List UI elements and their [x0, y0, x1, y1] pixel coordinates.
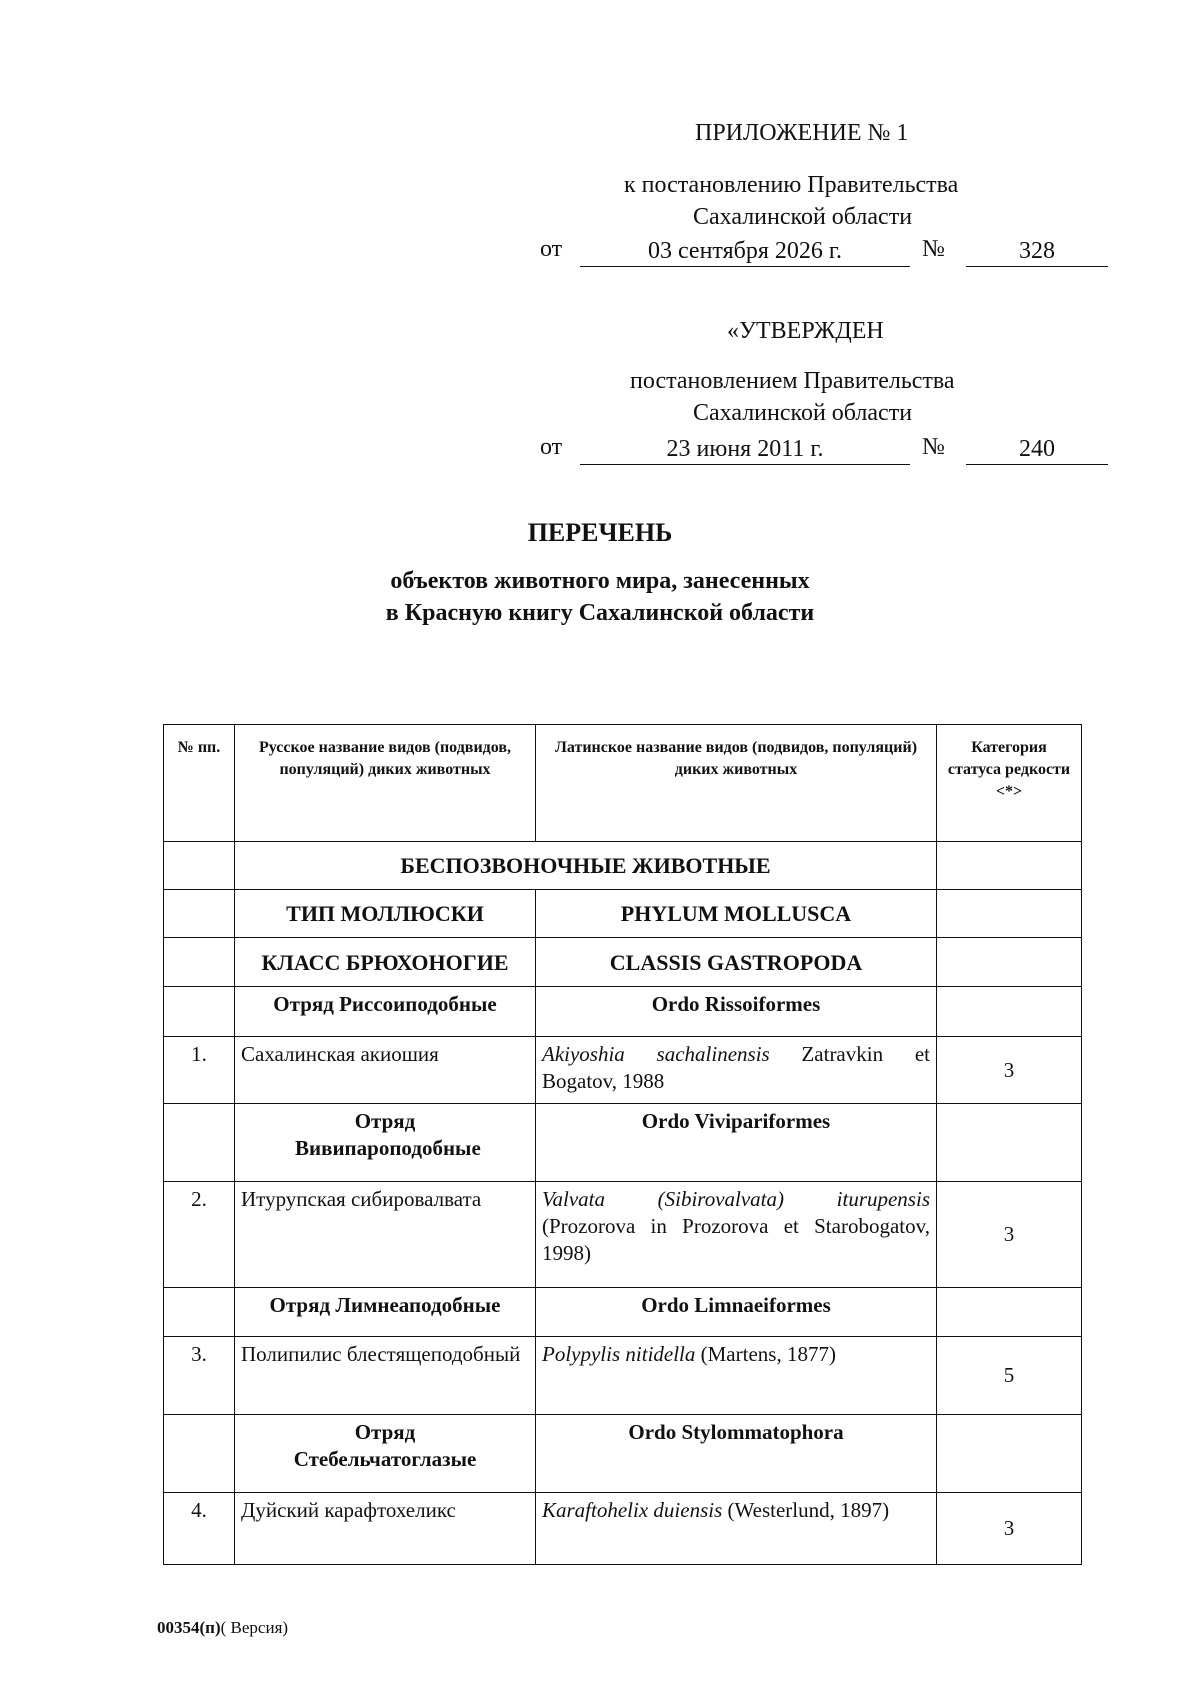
- species-latin-name: Valvata (Sibirovalvata) iturupensis (Prozorova in Prozorova et Starobogatov, 1998): [536, 1182, 937, 1288]
- appendix-decree-line: к постановлению Правительства: [624, 172, 959, 198]
- row-number: 3.: [164, 1337, 235, 1415]
- species-latin-name: Karaftohelix duiensis (Westerlund, 1897): [536, 1493, 937, 1565]
- document-version: ( Версия): [220, 1618, 289, 1637]
- group-heading: БЕСПОЗВОНОЧНЫЕ ЖИВОТНЫЕ: [235, 842, 937, 890]
- appendix-date: 03 сентября 2026 г.: [580, 236, 910, 267]
- approved-title: «УТВЕРЖДЕН: [727, 318, 884, 344]
- document-footer: [157, 1618, 288, 1638]
- appendix-region-line: Сахалинской области: [693, 204, 913, 230]
- order-russian: Отряд Лимнеаподобные: [235, 1288, 536, 1337]
- class-row: [164, 938, 1082, 987]
- order-latin: Ordo Stylommatophora: [536, 1415, 937, 1493]
- order-russian: Отряд Вивипароподобные: [235, 1104, 536, 1182]
- table-row: [164, 1493, 1082, 1565]
- column-header-latin-name: Латинское название видов (подвидов, популяций) диких животных: [536, 725, 937, 842]
- phylum-russian: ТИП МОЛЛЮСКИ: [235, 890, 536, 938]
- class-latin: CLASSIS GASTROPODA: [536, 938, 937, 987]
- table-row: [164, 1182, 1082, 1288]
- species-russian-name: Полипилис блестящеподобный: [235, 1337, 536, 1415]
- row-number: 1.: [164, 1037, 235, 1104]
- species-latin-name: Akiyoshia sachalinensis Zatravkin et Bogatov, 1988: [536, 1037, 937, 1104]
- species-table: [163, 724, 1082, 1565]
- approved-number-label: №: [922, 434, 945, 460]
- species-russian-name: Сахалинская акиошия: [235, 1037, 536, 1104]
- document-subtitle-line2: в Красную книгу Сахалинской области: [385, 600, 815, 626]
- phylum-latin: PHYLUM MOLLUSCA: [536, 890, 937, 938]
- table-header-row: [164, 725, 1082, 842]
- rarity-category: 3: [937, 1493, 1082, 1565]
- rarity-category: 3: [937, 1182, 1082, 1288]
- order-russian: Отряд Риссоиподобные: [235, 987, 536, 1037]
- rarity-category: 3: [937, 1037, 1082, 1104]
- appendix-title: ПРИЛОЖЕНИЕ № 1: [695, 120, 909, 146]
- rarity-category: 5: [937, 1337, 1082, 1415]
- document-subtitle-line1: объектов животного мира, занесенных: [390, 568, 810, 594]
- species-latin-name: Polypylis nitidella (Martens, 1877): [536, 1337, 937, 1415]
- appendix-number: 328: [966, 236, 1108, 267]
- class-russian: КЛАСС БРЮХОНОГИЕ: [235, 938, 536, 987]
- order-row: [164, 1415, 1082, 1493]
- approved-date: 23 июня 2011 г.: [580, 434, 910, 465]
- order-row: [164, 987, 1082, 1037]
- approved-region-line: Сахалинской области: [693, 400, 913, 426]
- approved-from-label: от: [540, 434, 563, 460]
- approved-decree-line: постановлением Правительства: [630, 368, 955, 394]
- phylum-row: [164, 890, 1082, 938]
- column-header-rarity-category: Категория статуса редкости <*>: [937, 725, 1082, 842]
- order-latin: Ordo Limnaeiformes: [536, 1288, 937, 1337]
- column-header-russian-name: Русское название видов (подвидов, популяций) диких животных: [235, 725, 536, 842]
- document-title: ПЕРЕЧЕНЬ: [527, 518, 673, 547]
- row-number: 2.: [164, 1182, 235, 1288]
- table-row: [164, 1337, 1082, 1415]
- order-row: [164, 1288, 1082, 1337]
- species-russian-name: Итурупская сибировалвата: [235, 1182, 536, 1288]
- species-russian-name: Дуйский карафтохеликс: [235, 1493, 536, 1565]
- order-russian: Отряд Стебельчатоглазые: [235, 1415, 536, 1493]
- table-row: [164, 1037, 1082, 1104]
- appendix-number-label: №: [922, 236, 945, 262]
- order-latin: Ordo Vivipariformes: [536, 1104, 937, 1182]
- column-header-number: № пп.: [164, 725, 235, 842]
- order-row: [164, 1104, 1082, 1182]
- group-row: [164, 842, 1082, 890]
- appendix-from-label: от: [540, 236, 563, 262]
- approved-number: 240: [966, 434, 1108, 465]
- document-code: 00354(п): [157, 1618, 221, 1637]
- order-latin: Ordo Rissoiformes: [536, 987, 937, 1037]
- row-number: 4.: [164, 1493, 235, 1565]
